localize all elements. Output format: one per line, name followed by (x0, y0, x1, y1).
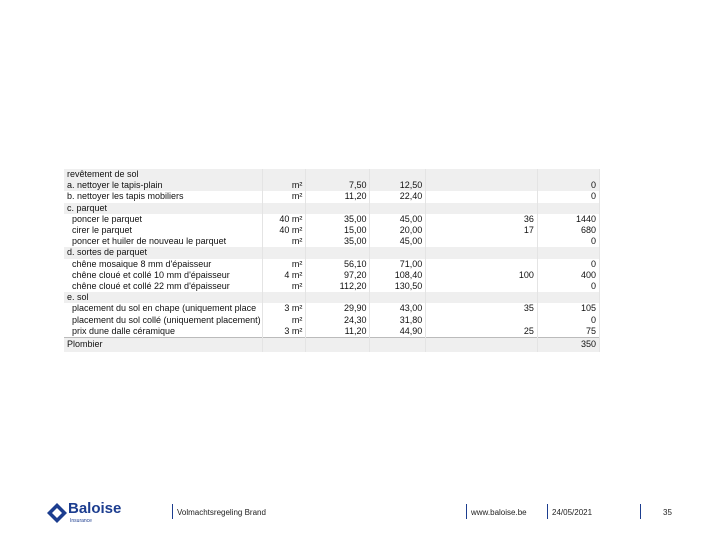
table-cell: m² (262, 180, 305, 191)
table-cell: 40 m² (262, 225, 305, 236)
table-row (64, 281, 600, 292)
table-cell (306, 338, 370, 353)
table-cell: 130,50 (370, 281, 426, 292)
table-cell: 3 m² (262, 303, 305, 314)
row-label: revêtement de sol (64, 169, 262, 180)
table-cell (262, 169, 305, 180)
table-row (64, 259, 600, 270)
document-title: Volmachtsregeling Brand (177, 508, 266, 517)
row-label: placement du sol collé (uniquement placement) (64, 315, 262, 326)
table-footer-row (64, 338, 600, 353)
footer-divider (172, 504, 173, 519)
table-cell: 71,00 (370, 259, 426, 270)
table-cell: 29,90 (306, 303, 370, 314)
table-cell (426, 236, 538, 247)
table-cell: 40 m² (262, 214, 305, 225)
table-row (64, 214, 600, 225)
table-cell: 11,20 (306, 191, 370, 202)
table-cell (426, 191, 538, 202)
table-cell: 4 m² (262, 270, 305, 281)
table-cell: 35,00 (306, 236, 370, 247)
table-cell: 35 (426, 303, 538, 314)
table-cell: 15,00 (306, 225, 370, 236)
table-row (64, 247, 600, 258)
table-cell: 31,80 (370, 315, 426, 326)
table-cell: 680 (537, 225, 599, 236)
table-cell: 400 (537, 270, 599, 281)
table-cell (262, 338, 305, 353)
row-label: e. sol (64, 292, 262, 303)
table-cell: 12,50 (370, 180, 426, 191)
table-cell (306, 247, 370, 258)
table-cell (426, 259, 538, 270)
footer-divider (547, 504, 548, 519)
table-cell: 45,00 (370, 236, 426, 247)
table-cell: 3 m² (262, 326, 305, 338)
table-cell (426, 247, 538, 258)
table-cell: 24,30 (306, 315, 370, 326)
table-row (64, 236, 600, 247)
table-cell: m² (262, 236, 305, 247)
row-label: chêne cloué et collé 10 mm d'épaisseur (64, 270, 262, 281)
table-row (64, 326, 600, 338)
table-cell (370, 169, 426, 180)
table-cell: m² (262, 191, 305, 202)
table-cell: 36 (426, 214, 538, 225)
table-cell: 97,20 (306, 270, 370, 281)
table-cell: 11,20 (306, 326, 370, 338)
table-cell: 35,00 (306, 214, 370, 225)
row-label: a. nettoyer le tapis-plain (64, 180, 262, 191)
table-cell (537, 203, 599, 214)
table-cell: 20,00 (370, 225, 426, 236)
table-cell: 1440 (537, 214, 599, 225)
table-cell: 0 (537, 236, 599, 247)
table-row (64, 303, 600, 314)
table-cell (426, 292, 538, 303)
footer-total: 350 (537, 338, 599, 353)
table-cell (426, 281, 538, 292)
table-cell: 0 (537, 315, 599, 326)
table-cell (306, 203, 370, 214)
table-cell: 0 (537, 180, 599, 191)
row-label: chêne cloué et collé 22 mm d'épaisseur (64, 281, 262, 292)
row-label: b. nettoyer les tapis mobiliers (64, 191, 262, 202)
brand-subtitle: Insurance (70, 518, 92, 524)
footer-date: 24/05/2021 (552, 508, 593, 517)
table-cell (426, 180, 538, 191)
table-cell (426, 338, 538, 353)
row-label: poncer le parquet (64, 214, 262, 225)
table-cell: 75 (537, 326, 599, 338)
table-cell (306, 169, 370, 180)
pricing-table (64, 169, 600, 352)
table-cell (426, 169, 538, 180)
table-cell: 112,20 (306, 281, 370, 292)
table-row (64, 191, 600, 202)
table-cell: 100 (426, 270, 538, 281)
table-cell: 0 (537, 191, 599, 202)
table-cell: m² (262, 315, 305, 326)
table-cell (370, 338, 426, 353)
table-cell: 25 (426, 326, 538, 338)
table-cell (262, 247, 305, 258)
table-row (64, 203, 600, 214)
row-label: placement du sol en chape (uniquement place (64, 303, 262, 314)
table-cell: m² (262, 281, 305, 292)
footer-divider (640, 504, 641, 519)
website-link[interactable]: www.baloise.be (471, 508, 527, 517)
row-label: d. sortes de parquet (64, 247, 262, 258)
table-cell (426, 203, 538, 214)
row-label: prix dune dalle céramique (64, 326, 262, 338)
table-cell: 45,00 (370, 214, 426, 225)
table-cell: 7,50 (306, 180, 370, 191)
table-cell (370, 292, 426, 303)
row-label: c. parquet (64, 203, 262, 214)
brand-name: Baloise (68, 500, 122, 517)
table-cell: 56,10 (306, 259, 370, 270)
table-cell: 0 (537, 281, 599, 292)
table-cell (370, 203, 426, 214)
table-row (64, 292, 600, 303)
table-cell (537, 247, 599, 258)
row-label: poncer et huiler de nouveau le parquet (64, 236, 262, 247)
footer-label: Plombier (64, 338, 262, 353)
table-row (64, 225, 600, 236)
row-label: cirer le parquet (64, 225, 262, 236)
table-cell (262, 203, 305, 214)
table-cell: 0 (537, 259, 599, 270)
table-cell: 22,40 (370, 191, 426, 202)
table-row (64, 315, 600, 326)
table-cell (262, 292, 305, 303)
footer-divider (466, 504, 467, 519)
table-cell (426, 315, 538, 326)
table-cell: 105 (537, 303, 599, 314)
table-cell: m² (262, 259, 305, 270)
table-cell: 17 (426, 225, 538, 236)
table-cell (306, 292, 370, 303)
table-row (64, 180, 600, 191)
table-cell (370, 247, 426, 258)
table-cell: 108,40 (370, 270, 426, 281)
table-cell (537, 169, 599, 180)
baloise-logo-icon (46, 502, 68, 524)
row-label: chêne mosaique 8 mm d'épaisseur (64, 259, 262, 270)
table-cell: 44,90 (370, 326, 426, 338)
table-row (64, 169, 600, 180)
table-cell: 43,00 (370, 303, 426, 314)
table-row (64, 270, 600, 281)
table-cell (537, 292, 599, 303)
baloise-logo (46, 500, 136, 528)
page-number: 35 (663, 508, 672, 517)
